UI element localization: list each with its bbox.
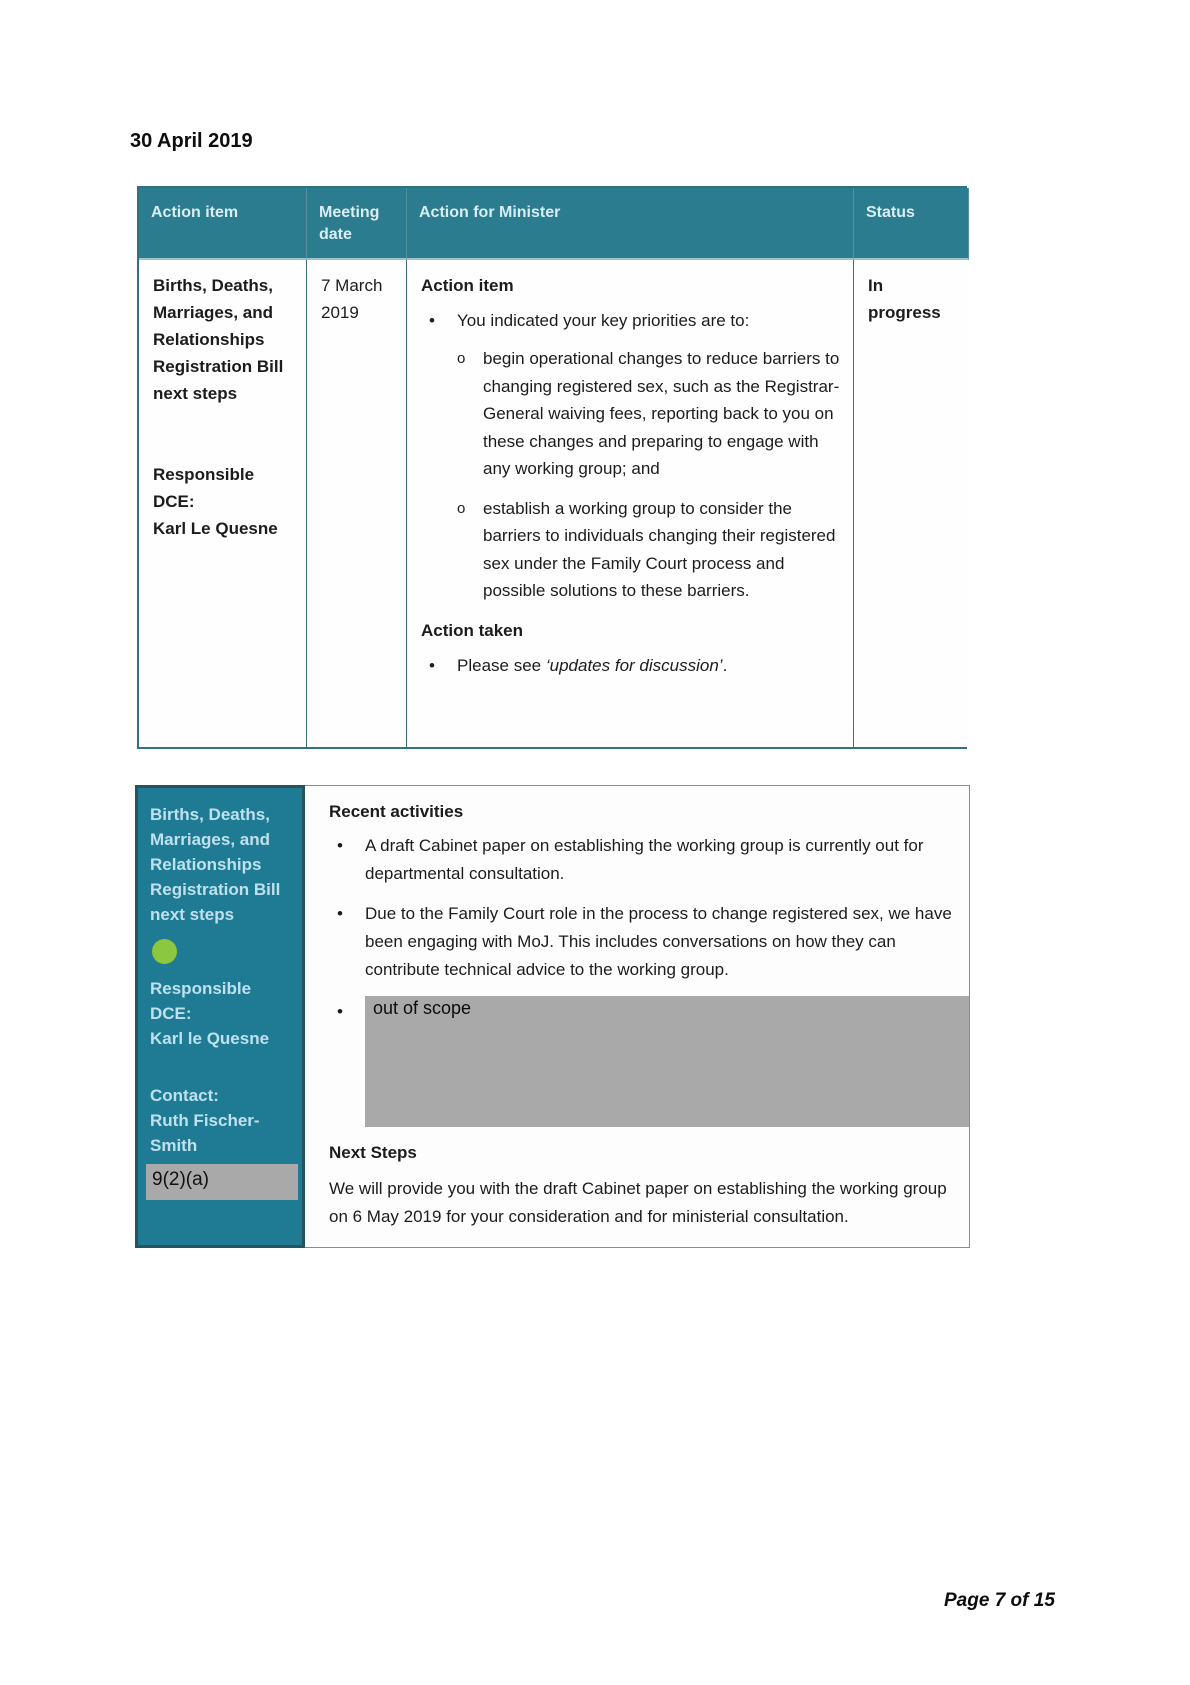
bullet-marker: • (337, 1002, 343, 1021)
sub-bullet-marker: o (457, 350, 466, 367)
responsible-dce-label: Responsible DCE: (153, 465, 255, 511)
recent-bullet-redacted (329, 996, 953, 1127)
action-items-table (137, 186, 967, 749)
column-header-status: Status (854, 188, 969, 260)
bullet-marker: • (337, 836, 343, 855)
status-value: In progress (868, 276, 941, 322)
minister-bullet-1-text: You indicated your key priorities are to: (457, 311, 750, 330)
minister-sub-bullet-2 (451, 495, 841, 605)
item-content (305, 785, 970, 1248)
sidebar-responsible-name: Karl le Quesne (150, 1029, 270, 1048)
action-item-title: Births, Deaths, Marriages, and Relationships Registration Bill next steps (153, 276, 284, 403)
meeting-date-cell (307, 260, 407, 747)
action-taken-bullet (421, 652, 841, 680)
minister-bullet-1 (421, 307, 841, 335)
minister-sub-bullet-1 (451, 345, 841, 483)
minister-sub-bullet-2-text: establish a working group to consider the barriers to individuals changing their registered sex under the Family Court process and possible solutions to these barriers. (483, 498, 836, 600)
recent-bullet-1-text: A draft Cabinet paper on establishing the working group is currently out for departmental consultation. (365, 836, 924, 883)
meeting-date-value: 7 March 2019 (321, 276, 383, 322)
sidebar-redaction-box: 9(2)(a) (146, 1164, 298, 1200)
sidebar-title: Births, Deaths, Marriages, and Relationships Registration Bill next steps (150, 805, 281, 924)
bullet-marker: • (429, 311, 435, 330)
item-sidebar (135, 785, 305, 1248)
action-for-minister-cell (407, 260, 854, 747)
column-header-action-item: Action item (139, 188, 307, 260)
action-item-heading: Action item (421, 276, 514, 295)
bullet-marker: • (337, 904, 343, 923)
column-header-action-for-minister: Action for Minister (407, 188, 854, 260)
sidebar-contact-name: Ruth Fischer-Smith (150, 1111, 260, 1155)
next-steps-heading: Next Steps (329, 1143, 417, 1162)
sidebar-contact-label: Contact: (150, 1086, 219, 1105)
action-item-cell (139, 260, 307, 747)
sidebar-responsible-label: Responsible DCE: (150, 979, 252, 1023)
column-header-meeting-date: Meeting date (307, 188, 407, 260)
bullet-marker: • (429, 655, 435, 675)
next-steps-text: We will provide you with the draft Cabinet paper on establishing the working group on 6 May 2019 for your consideration and for ministerial consultation. (329, 1179, 947, 1226)
action-taken-heading: Action taken (421, 620, 524, 640)
date-header: 30 April 2019 (130, 130, 253, 152)
recent-bullet-2 (329, 900, 953, 984)
minister-sub-bullet-1-text: begin operational changes to reduce barriers to changing registered sex, such as the Registrar-General waiving fees, reporting back to you on these changes and preparing to engage with any working group; and (483, 349, 840, 478)
responsible-dce-name: Karl Le Quesne (153, 519, 278, 538)
action-taken-text: Please see ‘updates for discussion’. (457, 655, 728, 675)
recent-activities-block (135, 785, 970, 1248)
recent-bullet-1 (329, 832, 953, 888)
out-of-scope-redaction-box: out of scope (365, 996, 969, 1127)
page-number: Page 7 of 15 (944, 1590, 1055, 1611)
recent-bullet-2-text: Due to the Family Court role in the process to change registered sex, we have been engaging with MoJ. This includes conversations on how they can contribute technical advice to the working group. (365, 904, 952, 979)
status-cell (854, 260, 969, 747)
action-taken-italic: ‘updates for discussion’ (545, 655, 723, 675)
sub-bullet-marker: o (457, 499, 466, 517)
green-status-dot (152, 939, 177, 964)
recent-activities-heading: Recent activities (329, 802, 464, 821)
